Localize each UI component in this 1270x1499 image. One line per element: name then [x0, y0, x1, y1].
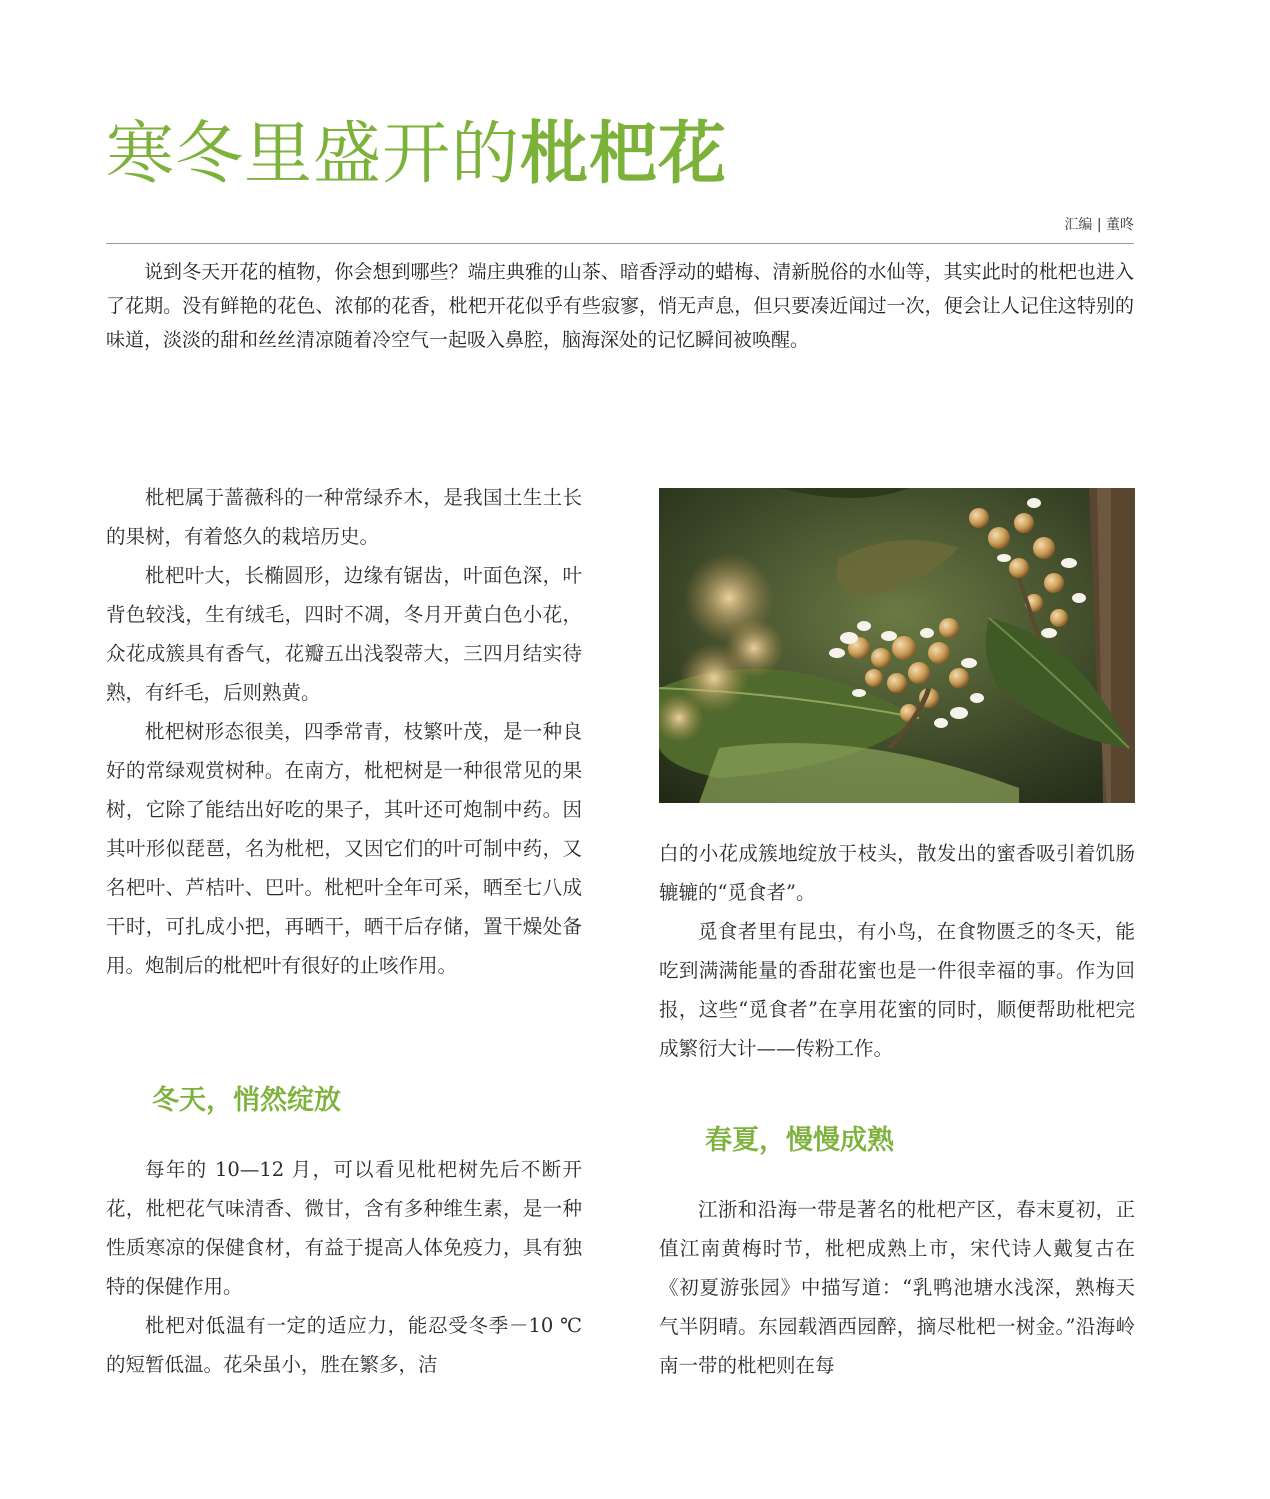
section-heading-spring-summer: 春夏，慢慢成熟 [705, 1125, 894, 1156]
section-heading-winter: 冬天，悄然绽放 [152, 1085, 341, 1116]
title-regular: 寒冬里盛开的 [106, 115, 521, 194]
section-winter-body [106, 1150, 582, 1384]
body-paragraph: 枇杷叶大，长椭圆形，边缘有锯齿，叶面色深，叶背色较浅，生有绒毛，四时不凋，冬月开黄白色小花，众花成簇具有香气，花瓣五出浅裂蒂大，三四月结实待熟，有纤毛，后则熟黄。 [106, 564, 582, 704]
body-paragraph: 枇杷对低温有一定的适应力，能忍受冬季－10 ℃的短暂低温。花朵虽小，胜在繁多，洁 [106, 1314, 582, 1376]
author-credit: 汇编 | 董咚 [1064, 217, 1134, 233]
right-column [659, 834, 1135, 1068]
title-bold: 枇杷花 [520, 115, 728, 194]
header-divider [106, 243, 1134, 244]
photo-illustration [659, 488, 1135, 803]
left-column [106, 478, 582, 985]
body-paragraph: 白的小花成簇地绽放于枝头，散发出的蜜香吸引着饥肠辘辘的“觅食者”。 [659, 842, 1135, 904]
body-paragraph: 江浙和沿海一带是著名的枇杷产区，春末夏初，正值江南黄梅时节，枇杷成熟上市，宋代诗人戴复古在《初夏游张园》中描写道：“乳鸭池塘水浅深，熟梅天气半阴晴。东园载酒西园醉，摘尽枇杷一树金。”沿海岭南一带的枇杷则在每 [659, 1198, 1135, 1377]
loquat-flower-photo [659, 488, 1135, 803]
body-paragraph: 枇杷属于蔷薇科的一种常绿乔木，是我国土生土长的果树，有着悠久的栽培历史。 [106, 486, 582, 548]
body-paragraph: 觅食者里有昆虫，有小鸟，在食物匮乏的冬天，能吃到满满能量的香甜花蜜也是一件很幸福的事。作为回报，这些“觅食者”在享用花蜜的同时，顺便帮助枇杷完成繁衍大计——传粉工作。 [659, 920, 1135, 1060]
section-spring-summer-body [659, 1190, 1135, 1385]
intro-paragraph: 说到冬天开花的植物，你会想到哪些？端庄典雅的山茶、暗香浮动的蜡梅、清新脱俗的水仙等，其实此时的枇杷也进入了花期。没有鲜艳的花色、浓郁的花香，枇杷开花似乎有些寂寥，悄无声息，但只要凑近闻过一次，便会让人记住这特别的味道，淡淡的甜和丝丝清凉随着冷空气一起吸入鼻腔，脑海深处的记忆瞬间被唤醒。 [106, 261, 1134, 351]
body-paragraph: 每年的 10—12 月，可以看见枇杷树先后不断开花，枇杷花气味清香、微甘，含有多种维生素，是一种性质寒凉的保健食材，有益于提高人体免疫力，具有独特的保健作用。 [106, 1158, 582, 1298]
article-title [106, 112, 727, 198]
body-paragraph: 枇杷树形态很美，四季常青，枝繁叶茂，是一种良好的常绿观赏树种。在南方，枇杷树是一种很常见的果树，它除了能结出好吃的果子，其叶还可炮制中药。因其叶形似琵琶，名为枇杷，又因它们的叶可制中药，又名杷叶、芦桔叶、巴叶。枇杷叶全年可采，晒至七八成干时，可扎成小把，再晒干，晒干后存储，置干燥处备用。炮制后的枇杷叶有很好的止咳作用。 [106, 720, 582, 977]
